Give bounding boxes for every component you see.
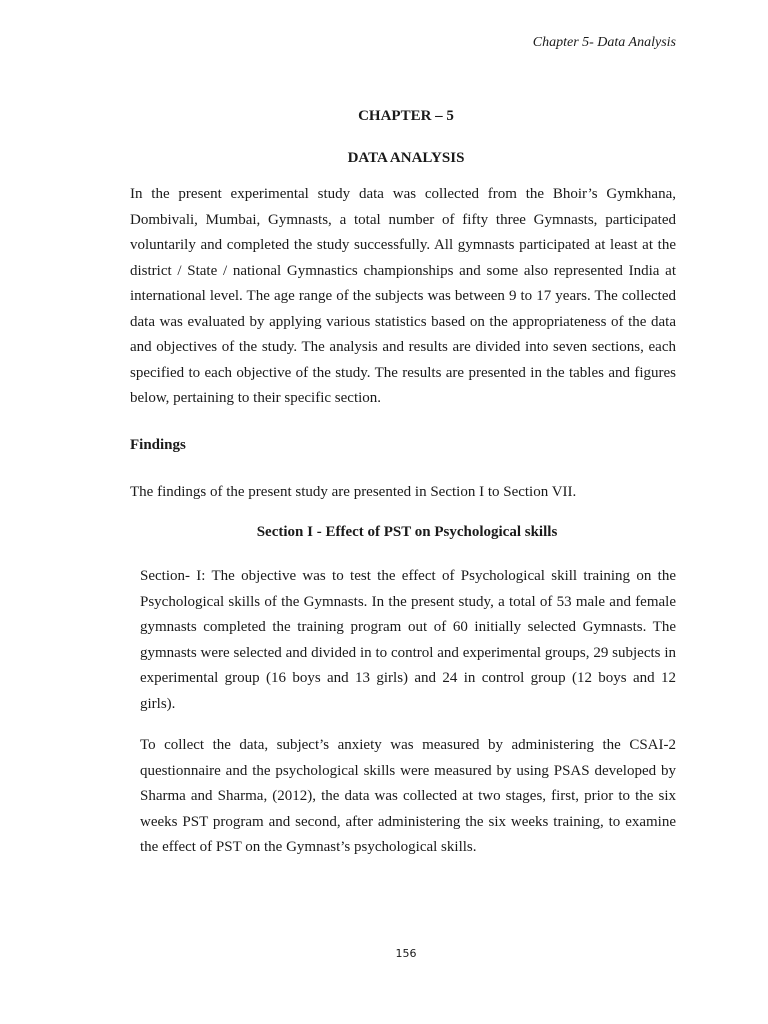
findings-heading: Findings: [130, 437, 186, 453]
intro-paragraph: In the present experimental study data was collected from the Bhoir’s Gymkhana, Dombivali, Mumbai, Gymnasts, a total number of fifty three Gymnasts, participated voluntarily and completed the study successfully. All gymnasts participated at least at the district / State / national Gymnastics championships and some also represented India at international level. The age range of the subjects was between 9 to 17 years. The collected data was evaluated by applying various statistics based on the appropriateness of the data and objectives of the study. The analysis and results are divided into seven sections, each specified to each objective of the study. The results are presented in the tables and figures below, pertaining to their specific section.: [130, 186, 676, 406]
page-number: 156: [395, 947, 417, 960]
section-paragraph-2: To collect the data, subject’s anxiety was measured by administering the CSAI-2 questionnaire and the psychological skills were measured by using PSAS developed by Sharma and Sharma, (2012), the data was collected at two stages, first, prior to the six weeks PST program and second, after administering the six weeks training, to examine the effect of PST on the Gymnast’s psychological skills.: [140, 737, 676, 855]
findings-paragraph: The findings of the present study are presented in Section I to Section VII.: [130, 484, 577, 500]
chapter-title: DATA ANALYSIS: [347, 150, 465, 166]
section-heading: Section I - Effect of PST on Psychological skills: [256, 524, 558, 540]
section-paragraph-1: Section- I: The objective was to test the effect of Psychological skill training on the Psychological skills of the Gymnasts. In the present study, a total of 53 male and female gymnasts completed the training program out of 60 initially selected Gymnasts. The gymnasts were selected and divided in to control and experimental groups, 29 subjects in experimental group (16 boys and 13 girls) and 24 in control group (12 boys and 12 girls).: [140, 568, 676, 712]
chapter-number: CHAPTER – 5: [358, 108, 454, 124]
running-header: Chapter 5- Data Analysis: [532, 35, 676, 50]
